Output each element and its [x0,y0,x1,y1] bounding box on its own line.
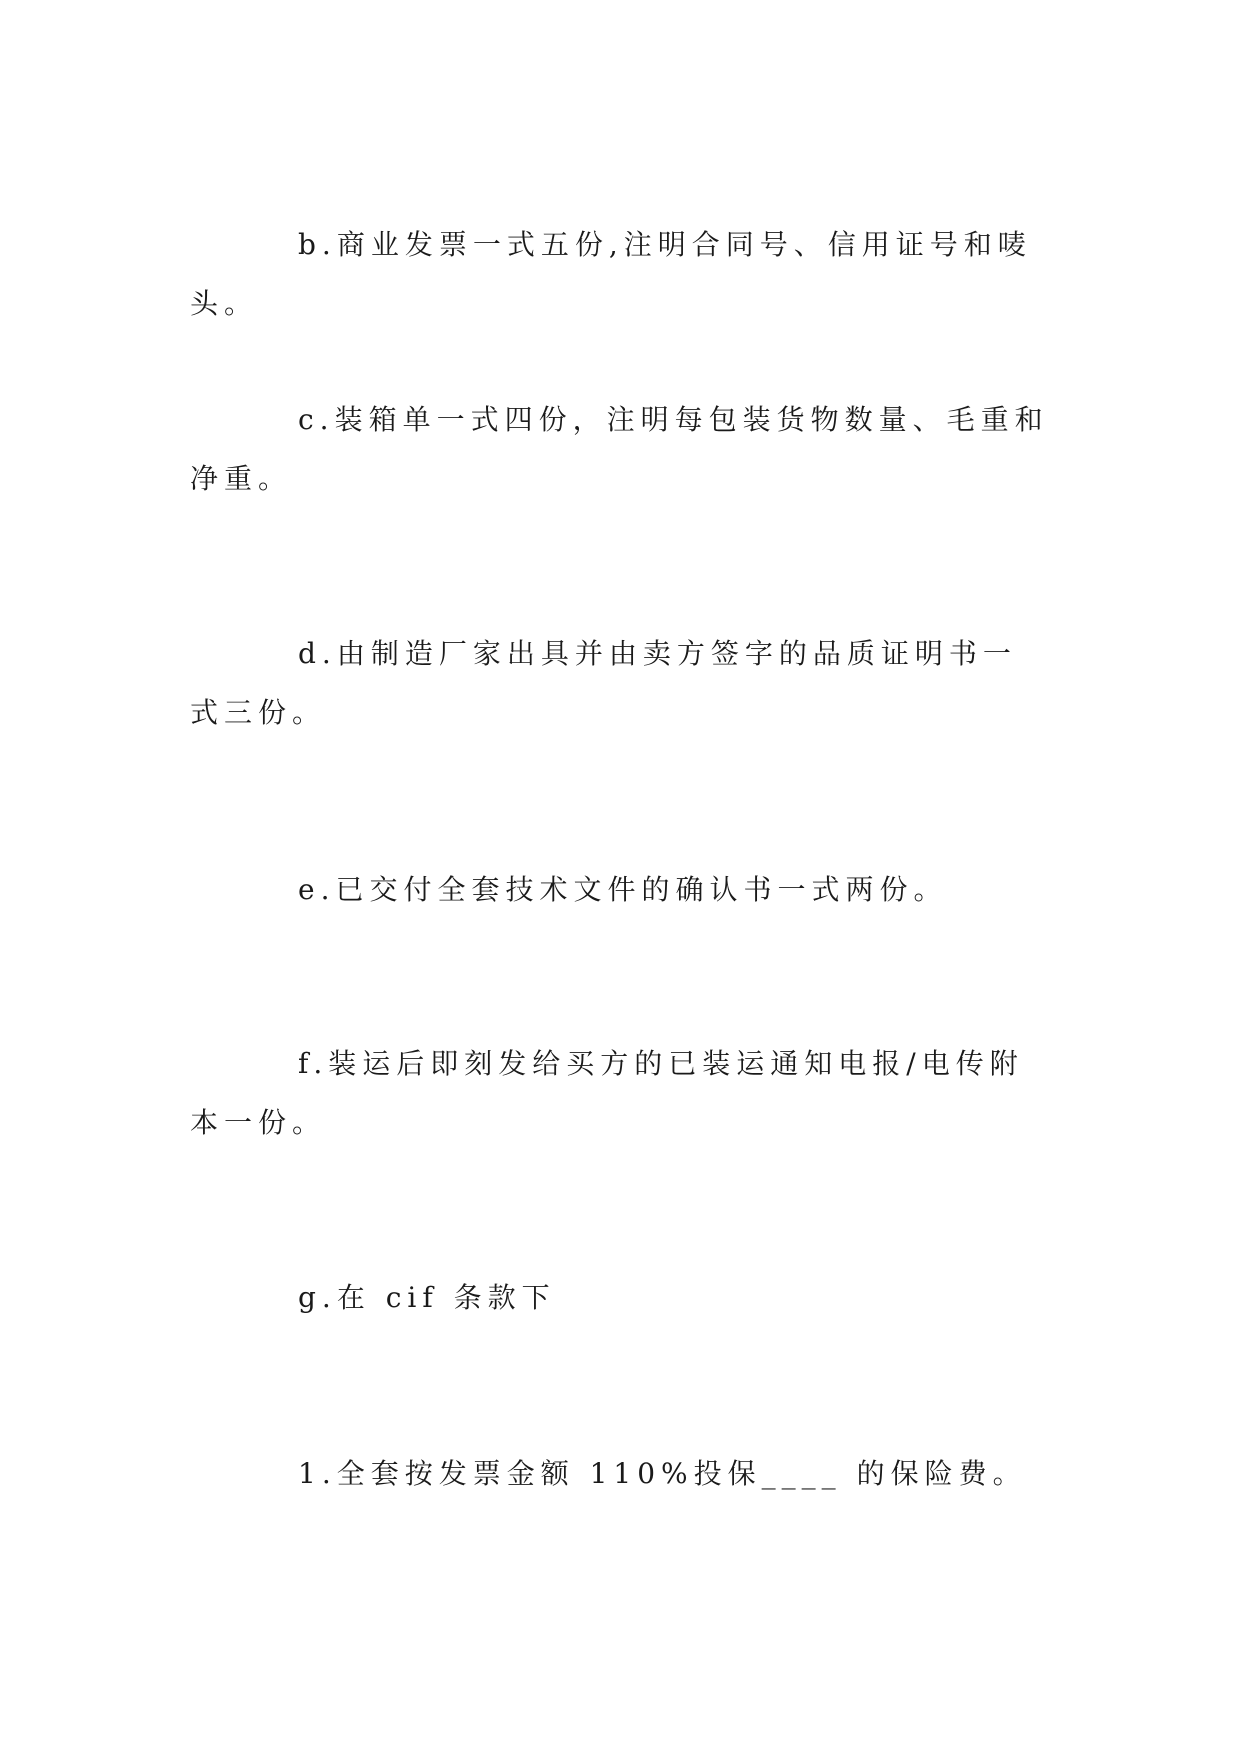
paragraph-d: d.由制造厂家出具并由卖方签字的品质证明书一式三份。 [190,637,1017,729]
paragraph-g: g.在 cif 条款下 [298,1281,556,1314]
paragraph-f: f.装运后即刻发给买方的已装运通知电报/电传附本一份。 [190,1047,1024,1139]
paragraph-e: e.已交付全套技术文件的确认书一式两份。 [298,873,948,906]
paragraph-c: c.装箱单一式四份，注明每包装货物数量、毛重和净重。 [190,403,1049,495]
paragraph-1: 1.全套按发票金额 110%投保____ 的保险费。 [298,1457,1027,1490]
paragraph-b: b.商业发票一式五份,注明合同号、信用证号和唛头。 [190,228,1032,320]
